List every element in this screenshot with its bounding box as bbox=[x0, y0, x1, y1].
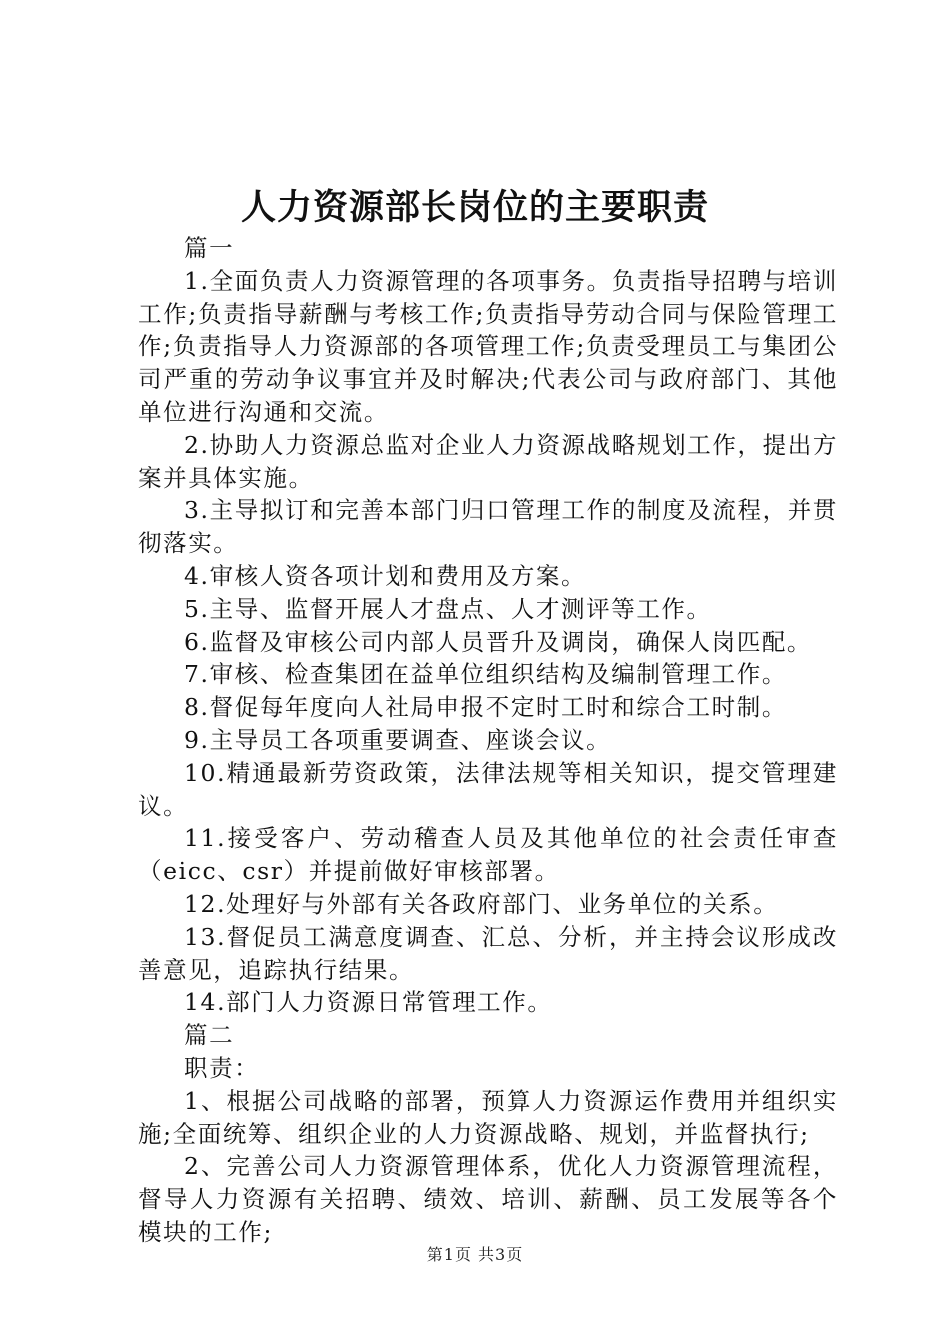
paragraph: 10.精通最新劳资政策，法律法规等相关知识，提交管理建议。 bbox=[138, 758, 838, 820]
paragraph: 12.处理好与外部有关各政府部门、业务单位的关系。 bbox=[184, 889, 779, 918]
subheading: 职责： bbox=[184, 1053, 260, 1082]
section-heading: 篇一 bbox=[184, 234, 235, 262]
paragraph: 5.主导、监督开展人才盘点、人才测评等工作。 bbox=[184, 594, 712, 623]
paragraph: 11.接受客户、劳动稽查人员及其他单位的社会责任审查（eicc、csr）并提前做好审核部署。 bbox=[138, 824, 838, 886]
page-footer: 第1页 共3页 bbox=[426, 1245, 524, 1264]
paragraph: 13.督促员工满意度调查、汇总、分析，并主持会议形成改善意见，追踪执行结果。 bbox=[138, 922, 838, 984]
paragraph: 3.主导拟订和完善本部门归口管理工作的制度及流程，并贯彻落实。 bbox=[138, 496, 838, 558]
paragraph: 2、完善公司人力资源管理体系，优化人力资源管理流程，督导人力资源有关招聘、绩效、培训、薪酬、员工发展等各个模块的工作; bbox=[138, 1152, 838, 1246]
paragraph: 4.审核人资各项计划和费用及方案。 bbox=[184, 561, 587, 590]
paragraph: 2.协助人力资源总监对企业人力资源战略规划工作，提出方案并具体实施。 bbox=[138, 430, 838, 492]
paragraph: 1、根据公司战略的部署，预算人力资源运作费用并组织实施;全面统筹、组织企业的人力资源战略、规划，并监督执行; bbox=[138, 1086, 838, 1148]
paragraph: 14.部门人力资源日常管理工作。 bbox=[184, 988, 553, 1017]
paragraph: 8.督促每年度向人社局申报不定时工时和综合工时制。 bbox=[184, 693, 787, 722]
paragraph: 1.全面负责人力资源管理的各项事务。负责指导招聘与培训工作;负责指导薪酬与考核工作;负责指导劳动合同与保险管理工作;负责指导人力资源部的各项管理工作;负责受理员工与集团公司严重的劳动争议事宜并及时解决;代表公司与政府部门、其他单位进行沟通和交流。 bbox=[138, 266, 838, 426]
paragraph: 7.审核、检查集团在益单位组织结构及编制管理工作。 bbox=[184, 660, 787, 689]
paragraph: 9.主导员工各项重要调查、座谈会议。 bbox=[184, 725, 612, 754]
document-title: 人力资源部长岗位的主要职责 bbox=[240, 187, 709, 228]
paragraph: 6.监督及审核公司内部人员晋升及调岗，确保人岗匹配。 bbox=[184, 627, 813, 656]
section-heading: 篇二 bbox=[184, 1021, 235, 1050]
document-body bbox=[138, 232, 838, 1249]
